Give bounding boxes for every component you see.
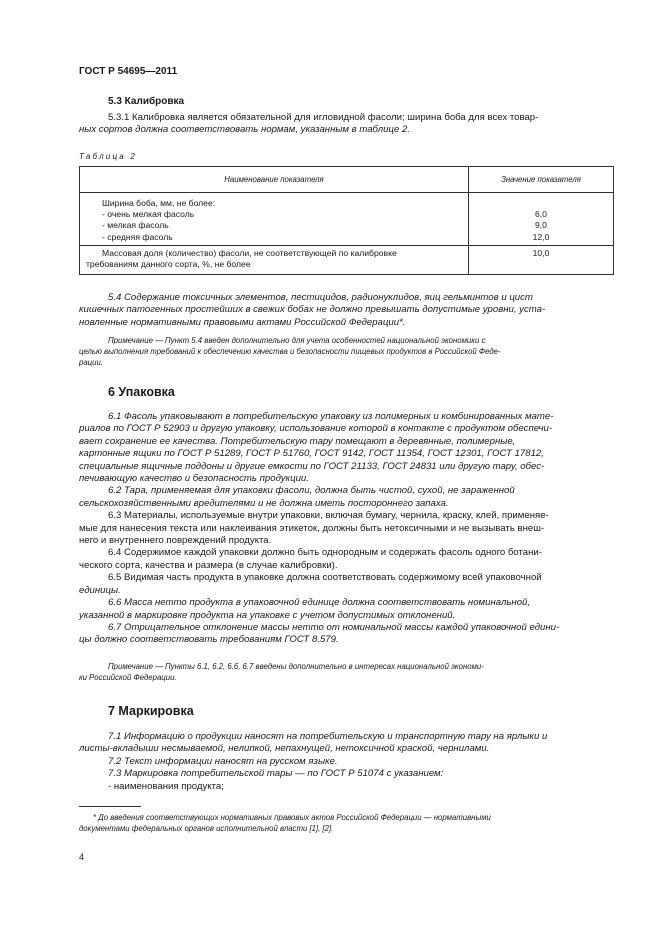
table-header-indicator: Наименование показателя — [80, 167, 469, 193]
cell-text: - мелкая фасоль — [102, 220, 169, 231]
text-line: 7.1 Информацию о продукции наносят на потребительскую и транспортную тару на ярлыки и — [108, 731, 548, 742]
cell-text: 9,0 — [535, 220, 547, 231]
footnote-line: документами федеральных органов исполнительной власти [1], [2]. — [79, 824, 334, 834]
text-line: 7.3 Маркировка потребительской тары — по ГОСТ Р 51074 с указанием: — [108, 768, 444, 780]
text-line: единицы. — [79, 584, 121, 596]
text-line: 6.6 Масса нетто продукта в упаковочной единице должна соответствовать номинальной, — [108, 597, 531, 609]
section-5-3-heading: 5.3 Калибровка — [108, 96, 185, 107]
text-line: него и внутреннего повреждений продукта. — [79, 535, 272, 547]
text-line: ческого сорта, качества и размера (в случае калибровки). — [79, 559, 338, 571]
cell-text: - очень мелкая фасоль — [102, 209, 195, 220]
text-line: кишечных патогенных простейших в свежих бобах не должно превышать допустимые уровни, уста- — [79, 304, 546, 316]
table-row — [80, 193, 614, 246]
text-line: листы-вкладыши несмываемой, нелипкой, непахнущей, нетоксичной краской, чернилами. — [79, 743, 490, 755]
text-line: вает сохранение ее качества. Потребительскую тару помещают в деревянные, полимерные, — [79, 435, 516, 447]
note-line: Примечание — Пункт 5.4 введен дополнительно для учета особенностей национальной экономики с — [108, 336, 486, 345]
cell-text: - средняя фасоль — [102, 231, 173, 242]
text-line: печивающую качество и безопасность продукции. — [79, 473, 309, 485]
section-7-heading: 7 Маркировка — [108, 704, 194, 718]
table-cell — [80, 245, 469, 274]
text-line: новленные нормативными правовыми актами Российской Федерации*. — [79, 316, 406, 328]
text-line: риалов по ГОСТ Р 52903 и другую упаковку, использование которой в контакте с продуктом обеспечи- — [79, 423, 553, 435]
cell-text: 10,0 — [532, 247, 550, 258]
text-line: 6.1 Фасоль упаковывают в потребительскую упаковку из полимерных и комбинированных мате- — [108, 411, 554, 422]
table-cell — [469, 193, 614, 246]
text-line: сельскохозяйственными вредителями и не должна иметь постороннего запаха. — [79, 497, 449, 509]
text-line: 7.2 Текст информации наносят на русском языке. — [108, 755, 338, 767]
table-2 — [79, 166, 614, 275]
note-line: ки Российской Федерации. — [79, 673, 177, 683]
note-line: целью выполнения требований к обеспечению качества и безопасности пищевых продуктов в Российской Феде- — [79, 347, 501, 357]
cell-text: 6,0 — [535, 209, 547, 220]
table-header-row — [80, 167, 614, 193]
cell-text: Массовая доля (количество) фасоли, не соответствующей по калибровке — [102, 247, 397, 258]
paragraph-5-4 — [79, 292, 614, 329]
table-header-value: Значение показателя — [469, 167, 614, 193]
page-number: 4 — [79, 852, 85, 862]
footnote — [79, 812, 614, 834]
table-row — [80, 245, 614, 274]
note-6 — [79, 661, 614, 683]
table-cell — [469, 245, 614, 274]
section-6-heading: 6 Упаковка — [108, 385, 175, 399]
text-line: 6.3 Материалы, используемые внутри упаковки, включая бумагу, чернила, краску, клей, применяе- — [108, 510, 549, 522]
note-5-4 — [79, 335, 614, 369]
text-line: 6.7 Отрицательное отклонение массы нетто от номинальной массы каждой упаковочной едини- — [108, 621, 560, 633]
table-caption: Таблица 2 — [79, 152, 138, 161]
document-header: ГОСТ Р 54695—2011 — [79, 66, 178, 77]
text-line: 6.4 Содержимое каждой упаковки должно быть однородным и содержать фасоль одного ботани- — [108, 547, 542, 559]
note-line: Примечание — Пункты 6.1, 6.2, 6.6, 6.7 введены дополнительно в интересах национальной экономи- — [108, 662, 484, 671]
footnote-line: * До введения соответствующих нормативных правовых актов Российской Федерации — нормативными — [93, 813, 491, 822]
note-line: рации. — [79, 358, 103, 368]
text-line: специальные ящичные поддоны и другие емкости по ГОСТ 21133, ГОСТ 24831 или другую тару, обес- — [79, 460, 545, 472]
cell-text — [475, 198, 607, 209]
text-line: мые для нанесения текста или наклеивания этикеток, должны быть нетоксичными и не вызывать внеш- — [79, 522, 545, 534]
text-line: 6.5 Видимая часть продукта в упаковке должна соответствовать содержимому всей упаковочной — [108, 572, 542, 584]
text-line: 5.4 Содержание токсичных элементов, пестицидов, радионуклидов, яиц гельминтов и цист — [108, 292, 533, 303]
paragraph-7-group — [79, 731, 614, 793]
paragraph-5-3-1 — [79, 112, 614, 137]
text-line: указанной в маркировке продукта на упаковке с учетом допустимых отклонений. — [79, 609, 456, 621]
paragraph-6-group — [79, 411, 614, 647]
text-line: - наименования продукта; — [108, 780, 224, 792]
text-line: 5.3.1 Калибровка является обязательной для игловидной фасоли; ширина боба для всех товар- — [108, 112, 539, 123]
cell-text: 12,0 — [532, 231, 550, 242]
cell-text: Ширина боба, мм, не более: — [102, 198, 216, 208]
footnote-divider — [79, 806, 141, 807]
cell-text: требованиям данного сорта, %, не более — [86, 259, 251, 270]
text-line: ных сортов должна соответствовать нормам, указанным в таблице 2. — [79, 124, 410, 136]
text-line: 6.2 Тара, применяемая для упаковки фасоли, должна быть чистой, сухой, не зараженной — [108, 485, 515, 497]
text-line: цы должно соответствовать требованиям ГОСТ 8.579. — [79, 634, 339, 646]
table-cell — [80, 193, 469, 246]
text-line: картонные ящики по ГОСТ Р 51289, ГОСТ Р 51760, ГОСТ 9142, ГОСТ 11354, ГОСТ 12301, ГОСТ 17812, — [79, 448, 544, 460]
